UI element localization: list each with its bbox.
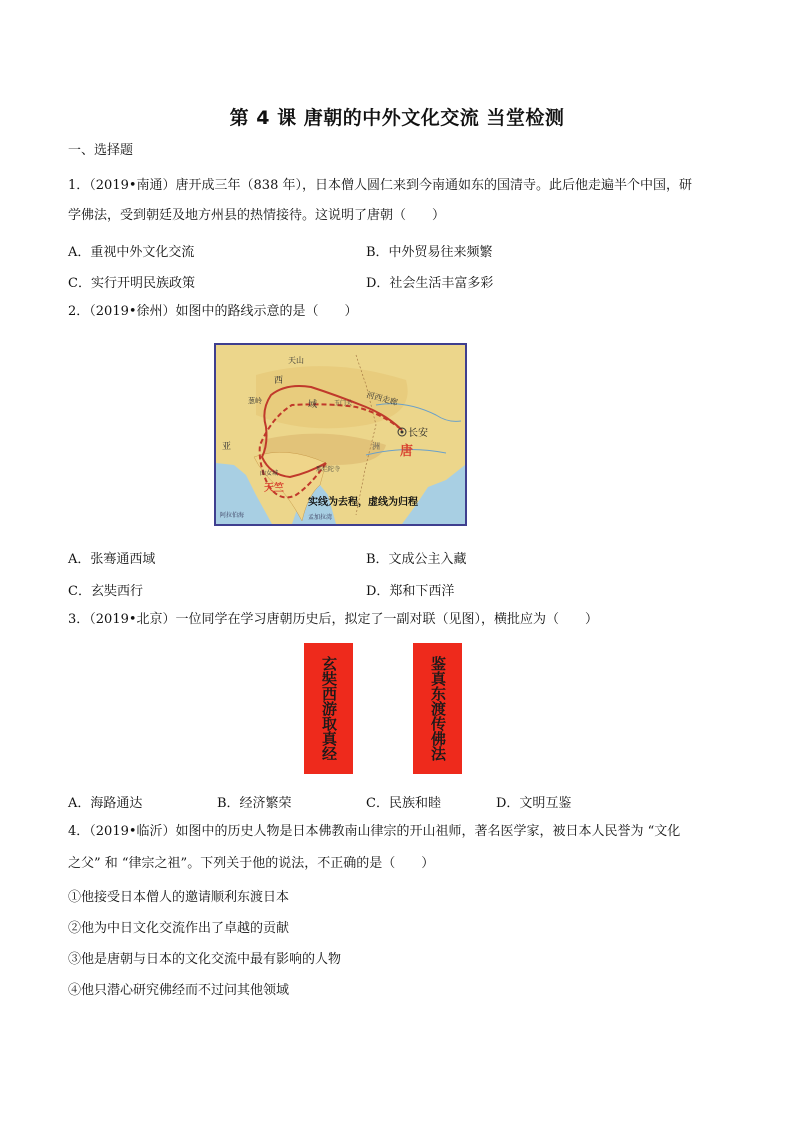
changan-dot — [401, 431, 404, 434]
couplet-left — [304, 643, 353, 774]
route-map — [214, 343, 467, 526]
q2-option-d[interactable]: D．郑和下西洋 — [366, 584, 455, 599]
label-changan: 长安 — [408, 428, 428, 439]
label-tianshan: 天山 — [288, 356, 304, 365]
label-ya: 亚 — [222, 442, 232, 452]
q2-option-c[interactable]: C．玄奘西行 — [68, 584, 143, 599]
q2-stem: 2．（2019•徐州）如图中的路线示意的是（ ） — [68, 304, 358, 319]
label-xi: 西 — [274, 376, 284, 386]
q1-option-d[interactable]: D．社会生活丰富多彩 — [366, 276, 494, 291]
q1-stem-line1: 1．（2019•南通）唐开成三年（838 年），日本僧人圆仁来到今南通如东的国清寺。此后他走遍半个中国，研 — [68, 178, 692, 193]
label-yumenguan: 玉门关 — [334, 400, 353, 407]
map-caption: 实线为去程，虚线为归程 — [308, 497, 418, 508]
label-tianzhu: 天竺 — [264, 483, 284, 494]
q4-statement-1: ①他接受日本僧人的邀请顺利东渡日本 — [68, 890, 290, 905]
q1-option-b[interactable]: B．中外贸易往来频繁 — [366, 245, 493, 260]
q4-statement-2: ②他为中日文化交流作出了卓越的贡献 — [68, 921, 290, 936]
section-heading: 一、选择题 — [68, 143, 134, 158]
label-hexi: 河西走廊 — [365, 390, 399, 408]
label-mengjia: 孟加拉湾 — [308, 514, 333, 521]
q4-statement-4: ④他只潜心研究佛经而不过问其他领域 — [68, 983, 290, 998]
label-alabo: 阿拉伯海 — [220, 512, 245, 519]
couplet-right-text: 鉴真东渡传佛法 — [429, 656, 447, 761]
q1-option-a[interactable]: A．重视中外文化交流 — [68, 245, 195, 260]
q2-option-b[interactable]: B．文成公主入藏 — [366, 552, 467, 567]
q3-option-d[interactable]: D．文明互鉴 — [496, 796, 572, 811]
label-congling: 葱岭 — [248, 397, 262, 405]
q3-option-a[interactable]: A．海路通达 — [68, 796, 143, 811]
q4-stem-line1: 4．（2019•临沂）如图中的历史人物是日本佛教南山律宗的开山祖师，著名医学家，被日本人民誉为 “文化 — [68, 824, 681, 839]
q2-option-a[interactable]: A．张骞通西域 — [68, 552, 156, 567]
label-tang: 唐 — [400, 444, 414, 459]
label-nalan: 那烂陀寺 — [316, 466, 341, 473]
q3-option-b[interactable]: B．经济繁荣 — [217, 796, 292, 811]
page-title: 第 4 课 唐朝的中外文化交流 当堂检测 — [229, 107, 565, 129]
route-map-svg — [216, 345, 465, 524]
q4-statement-3: ③他是唐朝与日本的文化交流中最有影响的人物 — [68, 952, 342, 967]
label-yu: 域 — [308, 400, 318, 410]
label-zhou: 洲 — [372, 442, 380, 451]
couplet-left-text: 玄奘西游取真经 — [320, 656, 338, 761]
q4-stem-line2: 之父” 和 “律宗之祖”。下列关于他的说法，不正确的是（ ） — [68, 856, 435, 871]
q3-stem: 3．（2019•北京）一位同学在学习唐朝历史后，拟定了一副对联（见图），横批应为（ ） — [68, 612, 599, 627]
q1-stem-line2: 学佛法，受到朝廷及地方州县的热情接待。这说明了唐朝（ ） — [68, 208, 446, 223]
couplet-right — [413, 643, 462, 774]
q1-option-c[interactable]: C．实行开明民族政策 — [68, 276, 195, 291]
q3-option-c[interactable]: C．民族和睦 — [366, 796, 441, 811]
label-qunv: 曲女城 — [260, 470, 279, 477]
